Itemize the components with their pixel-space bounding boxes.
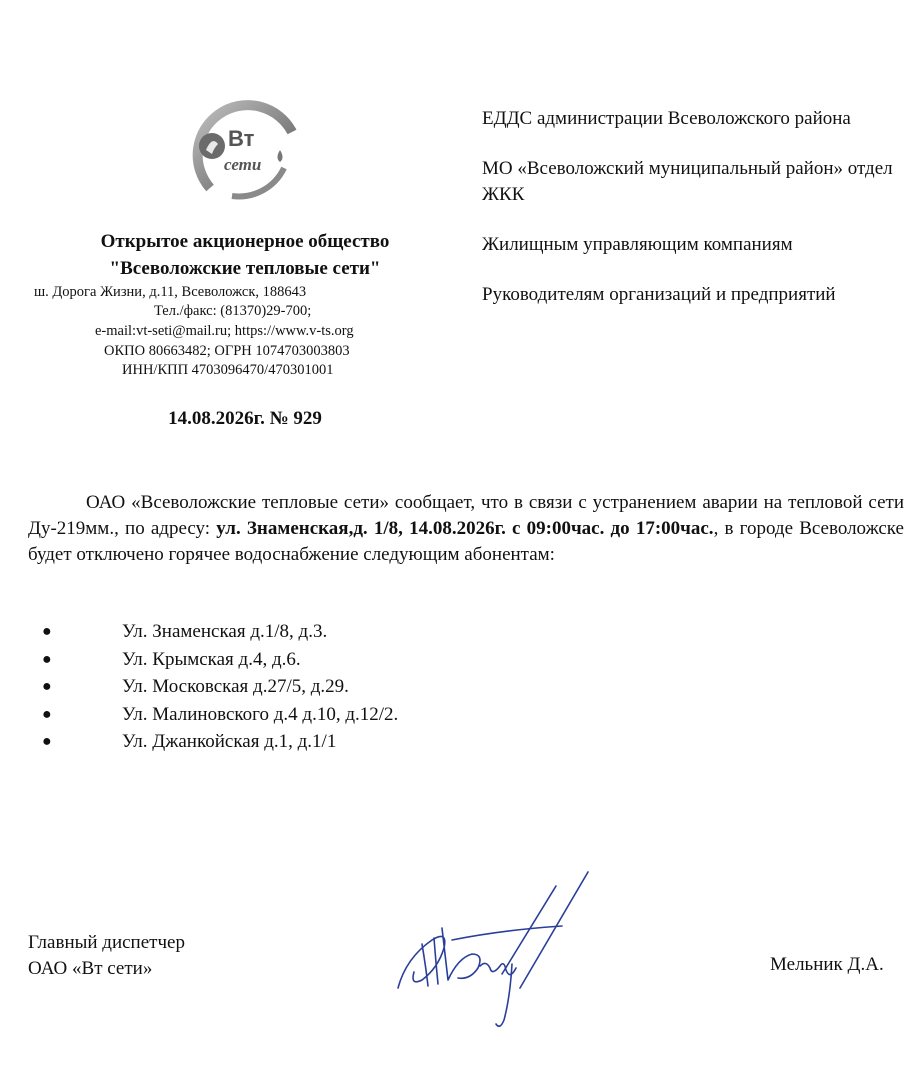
bullet-icon: ● <box>42 623 52 640</box>
addressees-block <box>482 106 902 332</box>
company-logo <box>180 88 310 208</box>
list-item <box>28 646 628 674</box>
notice-body <box>28 490 904 568</box>
org-name-line2: "Всеволожские тепловые сети" <box>109 258 381 279</box>
logo-text-top: Вт <box>228 126 255 151</box>
bullet-icon: ● <box>42 705 52 723</box>
list-item <box>28 618 628 646</box>
position-line1: Главный диспетчер <box>28 932 185 953</box>
affected-addresses-list <box>28 618 628 756</box>
bullet-icon: ● <box>42 733 52 750</box>
org-inn-kpp: ИНН/КПП 4703096470/470301001 <box>122 362 334 378</box>
org-email-website: e-mail:vt-seti@mail.ru; https://www.v-ts.org <box>95 323 354 339</box>
position-line2: ОАО «Вт сети» <box>28 958 153 979</box>
org-phone: Тел./факс: (81370)29-700; <box>154 303 312 319</box>
org-name-line1: Открытое акционерное общество <box>100 231 390 252</box>
org-okpo-ogrn: ОКПО 80663482; ОГРН 1074703003803 <box>104 343 350 359</box>
org-address: ш. Дорога Жизни, д.11, Всеволожск, 188643 <box>34 284 307 300</box>
address-text: Ул. Московская д.27/5, д.29. <box>122 676 349 697</box>
address-text: Ул. Джанкойская д.1, д.1/1 <box>122 731 337 752</box>
list-item <box>28 728 628 756</box>
addressee: Руководителям организаций и предприятий <box>482 284 836 305</box>
body-text-part3: , в городе Всеволожске будет отключено горячее водоснабжение следующим абонентам: <box>28 518 904 565</box>
address-text: Ул. Крымская д.4, д.6. <box>122 648 301 670</box>
bullet-icon: ● <box>42 650 52 668</box>
body-text-part1: ОАО «Всеволожские тепловые сети» сообщает, что в связи с устранением аварии на тепловой сети Ду-219мм., по адресу: <box>28 492 904 539</box>
bullet-icon: ● <box>42 678 52 695</box>
address-text: Ул. Знаменская д.1/8, д.3. <box>122 621 328 642</box>
list-item <box>28 701 628 729</box>
list-item <box>28 673 628 701</box>
address-text: Ул. Малиновского д.4 д.10, д.12/2. <box>122 703 399 725</box>
signatory-position <box>28 930 185 982</box>
addressee: МО «Всеволожский муниципальный район» отдел ЖКК <box>482 158 893 205</box>
handwritten-signature <box>392 868 602 1038</box>
body-text-bold: ул. Знаменская,д. 1/8, 14.08.2026г. с 09:00час. до 17:00час. <box>216 518 714 539</box>
organization-name <box>40 228 450 282</box>
signatory-name: Мельник Д.А. <box>770 954 884 975</box>
addressee: Жилищным управляющим компаниям <box>482 234 793 255</box>
logo-text-bottom: сети <box>224 155 262 174</box>
addressee: ЕДДС администрации Всеволожского района <box>482 108 851 129</box>
letter-date-number: 14.08.2026г. № 929 <box>168 408 322 429</box>
